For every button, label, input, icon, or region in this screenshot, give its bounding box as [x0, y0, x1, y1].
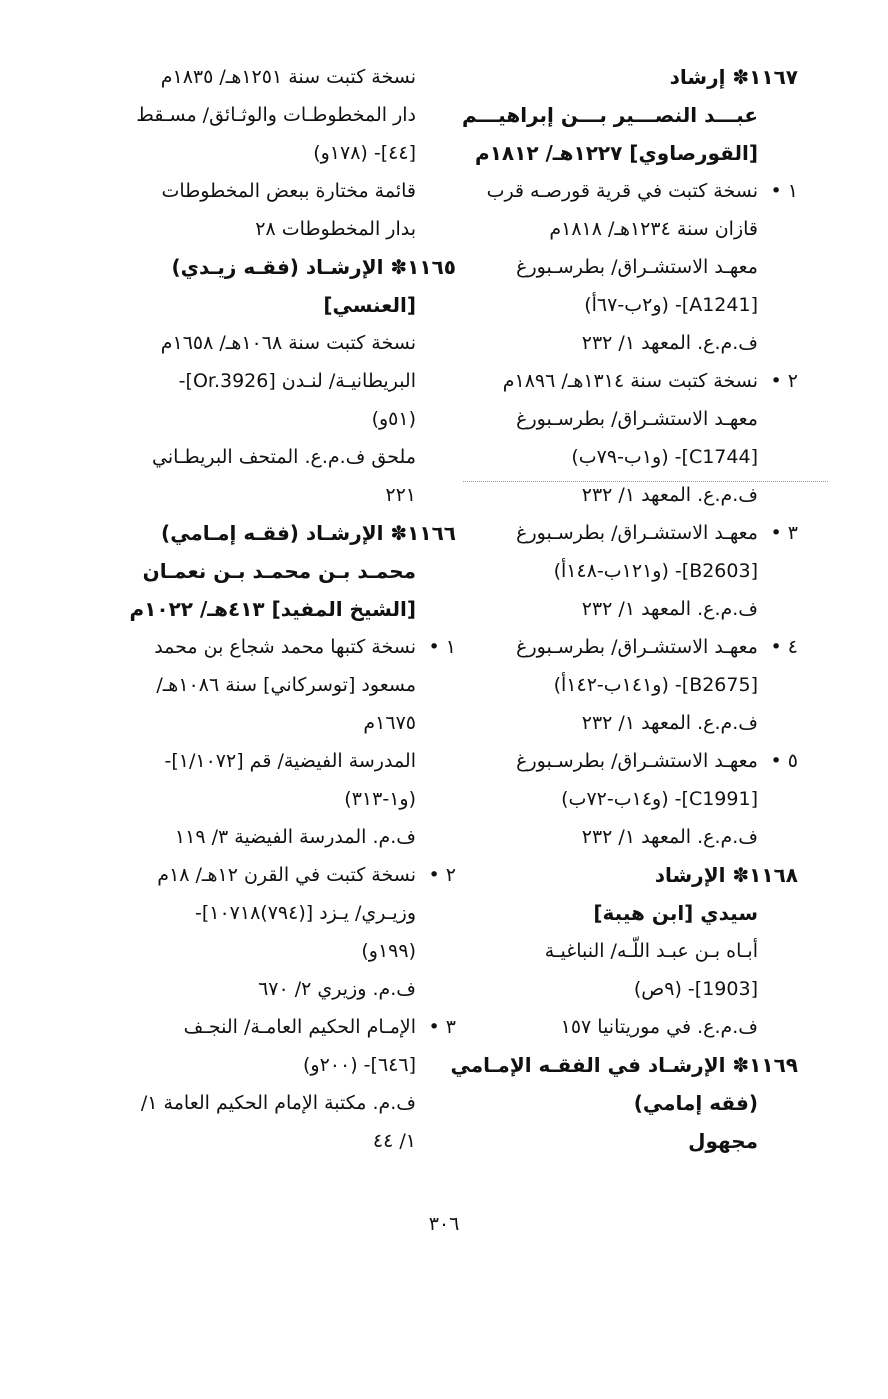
entry-number: ٤ • [770, 636, 798, 658]
numbered-entry [468, 362, 798, 400]
text-line: [٤٤]- (١٧٨و) [313, 142, 416, 164]
record-title: [الشيخ المفيد] ٤١٣هـ/ ١٠٢٢م [129, 597, 416, 621]
record-title: عبـــد النصـــير بـــن إبراهيـــم [461, 103, 758, 127]
entry-number: ١ • [770, 180, 798, 202]
text-line: [1903]- (٩ص) [633, 978, 758, 1000]
entry-text: نسخة كتبت في القرن ١٢هـ/ ١٨م [157, 864, 416, 886]
left-column [126, 58, 456, 1160]
text-line: [C1744]- (و١ب-٧٩ب) [571, 446, 758, 468]
entry-text: نسخة كتبت في قرية قورصـه قرب [486, 180, 758, 202]
text-line: ف.م. مكتبة الإمام الحكيم العامة ١/ [140, 1092, 416, 1114]
text-line: المدرسة الفيضية/ قم [١/١٠٧٢]- [164, 750, 416, 772]
page-number: ٣٠٦ [428, 1213, 460, 1235]
text-line: دار المخطوطـات والوثـائق/ مسـقط [136, 104, 416, 126]
entry-number: ٣ • [770, 522, 798, 544]
numbered-entry [468, 172, 798, 210]
text-line: ١٦٧٥م [363, 712, 416, 734]
text-line: ف.م. وزيري ٢/ ٦٧٠ [258, 978, 416, 1000]
entry-text: معهـد الاستشـراق/ بطرسـبورغ [516, 750, 758, 772]
numbered-entry [126, 1008, 456, 1046]
right-column [450, 58, 798, 1160]
text-line: ف.م.ع. المعهد ١/ ٢٣٢ [581, 332, 758, 354]
record-heading: ١١٦٩✽ الإرشـاد في الفقـه الإمـامي [450, 1053, 798, 1077]
text-line: ف.م.ع. المعهد ١/ ٢٣٢ [581, 484, 758, 506]
numbered-entry [126, 856, 456, 894]
record-title: محمـد بـن محمـد بـن نعمـان [142, 559, 416, 583]
text-line: ف.م.ع. المعهد ١/ ٢٣٢ [581, 712, 758, 734]
text-line: ف.م. المدرسة الفيضية ٣/ ١١٩ [174, 826, 416, 848]
entry-number: ٢ • [770, 370, 798, 392]
text-line: ملحق ف.م.ع. المتحف البريطـاني [152, 446, 416, 468]
numbered-entry [468, 628, 798, 666]
record-title: [القورصاوي] ١٢٢٧هـ/ ١٨١٢م [475, 141, 758, 165]
text-line: (و١-٣١٣) [344, 788, 416, 810]
text-line: [B2603]- (و١٢١ب-١٤٨أ) [553, 560, 758, 582]
entry-text: معهـد الاستشـراق/ بطرسـبورغ [516, 522, 758, 544]
text-line: وزيـري/ يـزد [(٧٩٤)١٠٧١٨]- [194, 902, 416, 924]
text-line: [B2675]- (و١٤١ب-١٤٢أ) [553, 674, 758, 696]
text-line: (١٩٩و) [361, 940, 416, 962]
text-line: قائمة مختارة ببعض المخطوطات [161, 180, 416, 202]
text-line: [A1241]- (و٢ب-٦٧أ) [584, 294, 758, 316]
text-line: (٥١و) [371, 408, 416, 430]
entry-number: ٢ • [428, 864, 456, 886]
text-line: ف.م.ع. المعهد ١/ ٢٣٢ [581, 598, 758, 620]
text-line: أبـاه بـن عبـد اللّـه/ النباغيـة [544, 940, 758, 962]
text-line: نسخة كتبت سنة ١٠٦٨هـ/ ١٦٥٨م [160, 332, 416, 354]
text-line: نسخة كتبت سنة ١٢٥١هـ/ ١٨٣٥م [160, 66, 416, 88]
text-line: معهـد الاستشـراق/ بطرسـبورغ [516, 408, 758, 430]
record-title: (فقه إمامي) [633, 1091, 758, 1115]
numbered-entry [126, 628, 456, 666]
entry-text: نسخة كتبت سنة ١٣١٤هـ/ ١٨٩٦م [502, 370, 758, 392]
text-line: ف.م.ع. المعهد ١/ ٢٣٢ [581, 826, 758, 848]
entry-text: الإمـام الحكيم العامـة/ النجـف [183, 1016, 416, 1038]
record-heading: ١١٦٨✽ الإرشاد [654, 863, 798, 887]
text-line: بدار المخطوطات ٢٨ [255, 218, 416, 240]
text-line: [C1991]- (و١٤ب-٧٢ب) [561, 788, 758, 810]
record-title: [العنسي] [323, 293, 416, 317]
text-line: البريطانيـة/ لنـدن [Or.3926]- [178, 370, 416, 392]
numbered-entry [468, 742, 798, 780]
separator-rule [463, 481, 828, 482]
record-heading: ١١٦٦✽ الإرشـاد (فقـه إمـامي) [161, 521, 456, 545]
entry-text: نسخة كتبها محمد شجاع بن محمد [154, 636, 416, 658]
record-title: مجهول [688, 1129, 758, 1153]
record-title: سيدي [ابن هيبة] [593, 901, 758, 925]
text-line: قازان سنة ١٢٣٤هـ/ ١٨١٨م [549, 218, 758, 240]
text-line: ١/ ٤٤ [372, 1130, 416, 1152]
entry-number: ٥ • [770, 750, 798, 772]
entry-number: ٣ • [428, 1016, 456, 1038]
record-heading: ١١٦٥✽ الإرشـاد (فقـه زيـدي) [171, 255, 456, 279]
text-line: [٦٤٦]- (٢٠٠و) [303, 1054, 416, 1076]
text-line: معهـد الاستشـراق/ بطرسـبورغ [516, 256, 758, 278]
record-heading: ١١٦٧✽ إرشاد [669, 65, 798, 89]
numbered-entry [468, 514, 798, 552]
entry-number: ١ • [428, 636, 456, 658]
text-line: مسعود [توسركاني] سنة ١٠٨٦هـ/ [156, 674, 416, 696]
entry-text: معهـد الاستشـراق/ بطرسـبورغ [516, 636, 758, 658]
text-line: ف.م.ع. في موريتانيا ١٥٧ [560, 1016, 758, 1038]
text-line: ٢٢١ [385, 484, 416, 506]
